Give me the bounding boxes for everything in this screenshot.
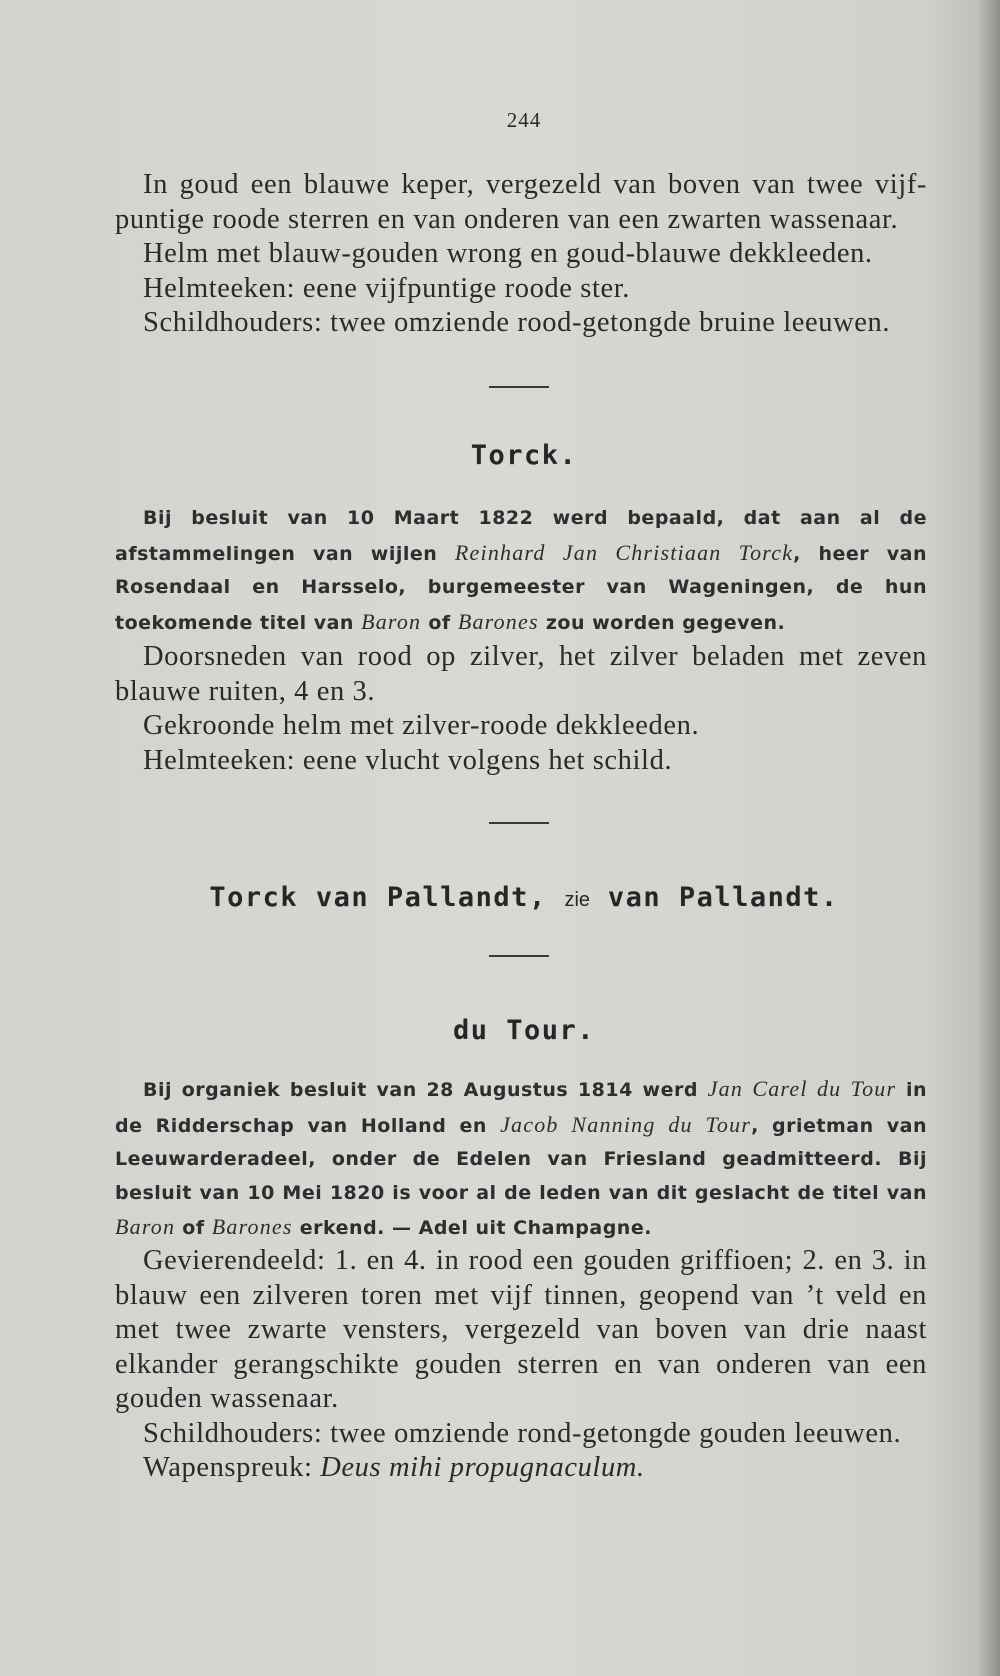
torck-arms-line-3: Helmteeken: eene vlucht volgens het schild.	[143, 744, 673, 776]
torck-arms-description	[115, 640, 927, 778]
section1-arms-description	[115, 168, 927, 341]
person-name: Jan Carel du Tour	[707, 1076, 897, 1101]
du-tour-arms-description	[115, 1244, 927, 1486]
text-run: in de Ridderschap van Holland en	[115, 1079, 927, 1137]
page-number: 244	[506, 108, 542, 132]
du-tour-decree-paragraph	[115, 1072, 927, 1246]
heading-torck: Torck.	[470, 440, 578, 471]
text-run: , grietman van Leeuwarderadeel, onder de Edelen van Friesland geadmitteerd. Bij besluit van 10 Mei 1820 is voor al de leden van dit geslacht de titel van	[115, 1114, 928, 1204]
title-baron: Baron	[361, 608, 422, 634]
du-tour-decree	[115, 1072, 927, 1246]
text-run: Bij organiek besluit van 28 Augustus 1814 werd	[143, 1079, 708, 1101]
text-run: erkend. — Adel uit Champagne.	[292, 1217, 652, 1239]
page-spine-shadow	[978, 0, 1000, 1676]
text-run: , heer van Rosendaal en Harsselo, burgemeester van Wageningen, de hun toekomende titel van	[115, 542, 927, 634]
section1-line-4: Schildhouders: twee omziende rood-getongde bruine leeuwen.	[143, 307, 891, 338]
text-run: of	[421, 611, 458, 634]
text-run: Bij besluit van 10 Maart 1822 werd bepaald, dat aan al de afstammelingen van wijlen	[115, 507, 927, 565]
section-divider	[489, 822, 549, 824]
title-barones: Barones	[211, 1214, 293, 1239]
see-reference-word: zie	[564, 889, 591, 911]
person-name: Reinhard Jan Christiaan Torck	[454, 539, 794, 565]
du-tour-motto-line	[115, 1451, 927, 1486]
text-run: of	[175, 1217, 212, 1239]
title-baron: Baron	[115, 1214, 176, 1239]
text-run: zou worden gegeven.	[538, 611, 786, 634]
section1-line-3: Helmteeken: eene vijfpuntige roode ster.	[143, 272, 630, 304]
family-name: Torck van Pallandt	[209, 882, 529, 913]
heading-du-tour: du Tour.	[452, 1015, 596, 1046]
torck-decree-paragraph	[115, 502, 927, 640]
du-tour-arms-line-1: Gevierendeeld: 1. en 4. in rood een gouden griffioen; 2. en 3. in blauw een zilveren toren met vijf tinnen, geopend van ’t veld en met twee zwarte vensters, vergezeld van boven van drie naast elkander gerangschikte gouden sterren en van onderen van een gouden wassenaar.	[115, 1245, 927, 1414]
section-divider	[489, 386, 549, 388]
cross-reference: van Pallandt.	[607, 882, 839, 913]
title-barones: Barones	[457, 608, 539, 634]
heading-torck-van-pallandt: Torck van Pallandt, zie van Pallandt.	[209, 882, 839, 913]
torck-decree	[115, 502, 927, 640]
du-tour-arms-line-2: Schildhouders: twee omziende rond-getongde gouden leeuwen.	[143, 1417, 902, 1449]
torck-arms-line-1: Doorsneden van rood op zilver, het zilver beladen met zeven blauwe ruiten, 4 en 3.	[115, 641, 927, 707]
section-divider	[489, 955, 549, 957]
section1-line-1: In goud een blauwe keper, vergezeld van boven van twee vijf-puntige roode sterren en van onderen van een zwarten wassenaar.	[115, 169, 927, 235]
motto-text: Deus mihi propugnaculum.	[320, 1452, 645, 1483]
motto-label: Wapenspreuk:	[143, 1452, 321, 1483]
torck-arms-line-2: Gekroonde helm met zilver-roode dekkleeden.	[143, 710, 700, 741]
person-name: Jacob Nanning du Tour	[500, 1111, 752, 1137]
section1-line-2: Helm met blauw-gouden wrong en goud-blauwe dekkleeden.	[143, 238, 873, 269]
